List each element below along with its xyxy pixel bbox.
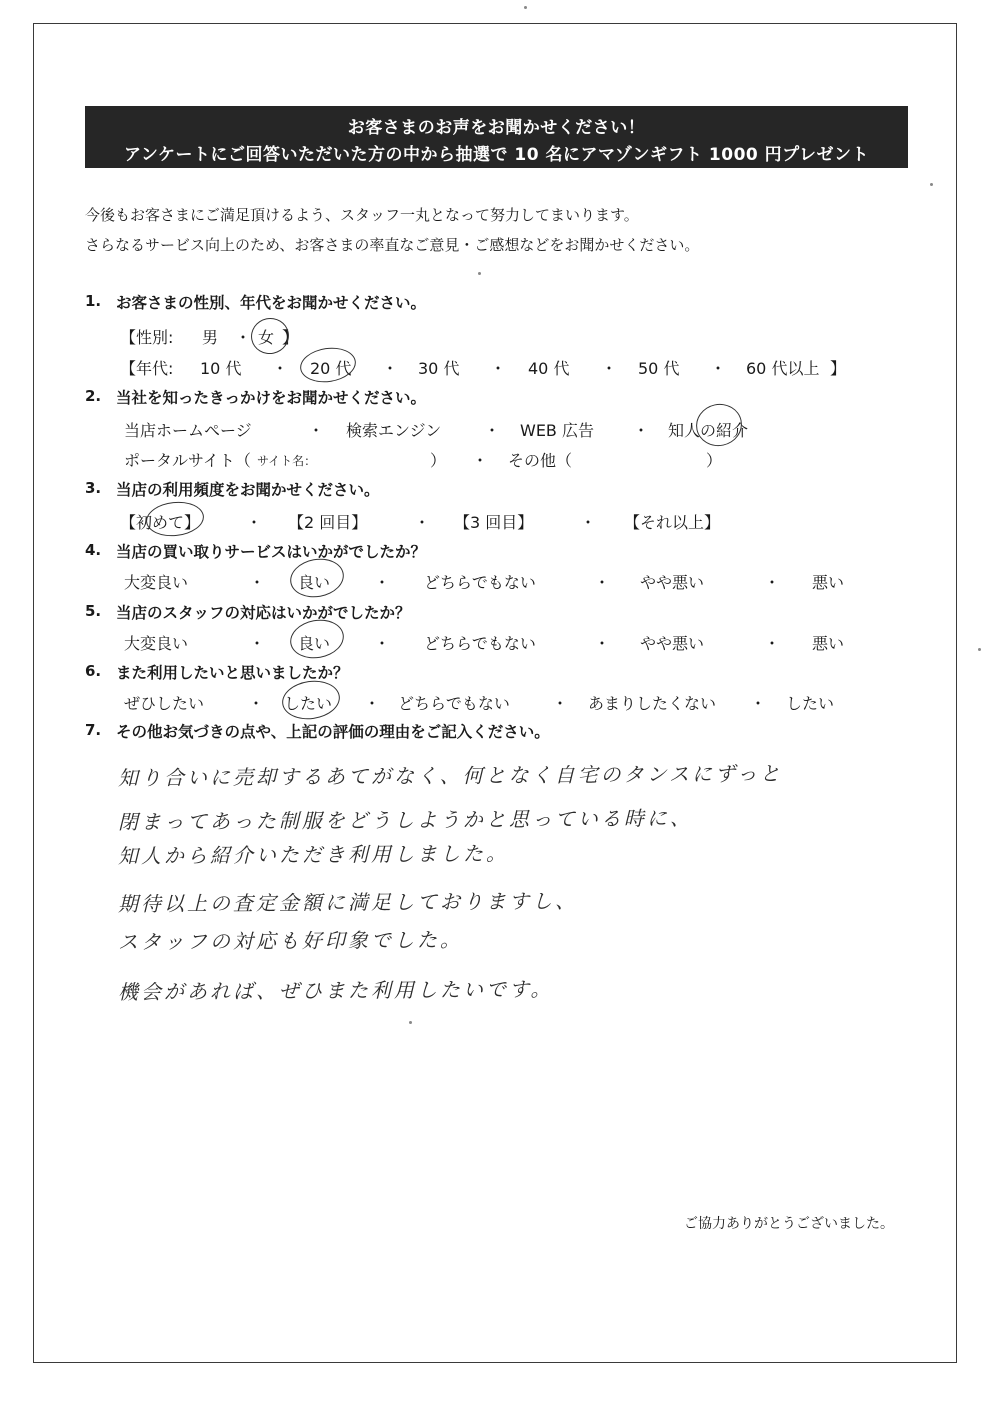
q2-sep: ・ bbox=[308, 421, 325, 440]
q1-gender-close: 】 bbox=[282, 328, 299, 347]
q3-number: 3. bbox=[85, 479, 102, 497]
q1-age-10[interactable]: 10 代 bbox=[200, 359, 242, 378]
q1-gender-male[interactable]: 男 bbox=[202, 328, 219, 347]
q2-sep: ・ bbox=[484, 421, 501, 440]
q2-option-search-engine[interactable]: 検索エンジン bbox=[346, 421, 442, 440]
q1-age-20[interactable]: 20 代 bbox=[310, 359, 352, 378]
banner-title: お客さまのお声をお聞かせください！ bbox=[347, 118, 646, 138]
q3-option-second[interactable]: 【2 回目】 bbox=[288, 513, 368, 532]
handwritten-comment-line: 閉まってあった制服をどうしようかと思っている時に、 bbox=[117, 805, 693, 834]
thank-you-note: ご協力ありがとうございました。 bbox=[684, 1216, 894, 1232]
q2-option-referral[interactable]: 知人の紹介 bbox=[668, 421, 749, 440]
q7-number: 7. bbox=[85, 721, 102, 739]
scan-speck bbox=[409, 1021, 412, 1024]
handwritten-comment-line: 機会があれば、ぜひまた利用したいです。 bbox=[117, 976, 554, 1004]
q5-sep: ・ bbox=[764, 634, 781, 653]
banner-subtitle: アンケートにご回答いただいた方の中から抽選で 10 名にアマゾンギフト 1000 円プレゼント bbox=[124, 145, 869, 165]
q1-question: お客さまの性別、年代をお聞かせください。 bbox=[116, 294, 427, 312]
scan-speck bbox=[478, 272, 481, 275]
q4-option-somewhat-bad[interactable]: やや悪い bbox=[640, 573, 705, 592]
q3-option-more[interactable]: 【それ以上】 bbox=[624, 513, 721, 532]
q4-sep: ・ bbox=[249, 573, 266, 592]
scan-speck bbox=[524, 6, 527, 9]
q4-option-bad[interactable]: 悪い bbox=[812, 573, 845, 592]
q5-question: 当店のスタッフの対応はいかがでしたか？ bbox=[116, 604, 411, 622]
scan-speck bbox=[930, 183, 933, 186]
q6-option-not-really[interactable]: あまりしたくない bbox=[588, 694, 717, 713]
q4-option-very-good[interactable]: 大変良い bbox=[124, 573, 189, 592]
q5-option-bad[interactable]: 悪い bbox=[812, 634, 845, 653]
q4-number: 4. bbox=[85, 541, 102, 559]
q1-sep: ・ bbox=[601, 359, 618, 378]
intro-line-1: 今後もお客さまにご満足頂けるよう、スタッフ一丸となって努力してまいります。 bbox=[85, 206, 639, 224]
q6-sep: ・ bbox=[552, 694, 569, 713]
q2-other-close: ） bbox=[706, 451, 723, 470]
q1-age-30[interactable]: 30 代 bbox=[418, 359, 460, 378]
q1-age-50[interactable]: 50 代 bbox=[638, 359, 680, 378]
q6-sep: ・ bbox=[364, 694, 381, 713]
q2-other-label[interactable]: その他（ bbox=[508, 451, 573, 470]
q2-sep: ・ bbox=[472, 451, 489, 470]
q7-question: その他お気づきの点や、上記の評価の理由をご記入ください。 bbox=[116, 723, 550, 741]
survey-banner bbox=[85, 106, 908, 168]
q2-portal-close: ） bbox=[430, 451, 447, 470]
q3-sep: ・ bbox=[580, 513, 597, 532]
q3-sep: ・ bbox=[414, 513, 431, 532]
q2-sep: ・ bbox=[633, 421, 650, 440]
q6-sep: ・ bbox=[248, 694, 265, 713]
q4-option-neutral[interactable]: どちらでもない bbox=[424, 573, 536, 592]
q6-option-definitely[interactable]: ぜひしたい bbox=[124, 694, 205, 713]
q1-sep: ・ bbox=[235, 328, 252, 347]
q2-question: 当社を知ったきっかけをお聞かせください。 bbox=[116, 389, 427, 407]
q5-option-somewhat-bad[interactable]: やや悪い bbox=[640, 634, 705, 653]
q1-gender-female[interactable]: 女 bbox=[258, 328, 275, 347]
intro-line-2: さらなるサービス向上のため、お客さまの率直なご意見・ご感想などをお聞かせください。 bbox=[85, 236, 700, 254]
q1-age-60plus[interactable]: 60 代以上 bbox=[746, 359, 820, 378]
q1-sep: ・ bbox=[382, 359, 399, 378]
handwritten-comment-line: スタッフの対応も好印象でした。 bbox=[117, 927, 464, 954]
q1-age-close: 】 bbox=[830, 359, 847, 378]
q1-sep: ・ bbox=[272, 359, 289, 378]
q5-number: 5. bbox=[85, 602, 102, 620]
handwritten-comment-line: 知り合いに売却するあてがなく、何となく自宅のタンスにずっと bbox=[117, 761, 783, 790]
q2-portal-site-name-label: サイト名： bbox=[257, 454, 317, 468]
q5-option-very-good[interactable]: 大変良い bbox=[124, 634, 189, 653]
q4-question: 当店の買い取りサービスはいかがでしたか？ bbox=[116, 543, 427, 561]
q5-sep: ・ bbox=[374, 634, 391, 653]
q1-number: 1. bbox=[85, 292, 102, 310]
q2-option-homepage[interactable]: 当店ホームページ bbox=[124, 421, 252, 440]
q1-gender-label: 【性別: bbox=[120, 328, 174, 347]
q6-option-last[interactable]: したい bbox=[786, 694, 835, 713]
handwritten-comment-line: 知人から紹介いただき利用しました。 bbox=[117, 841, 510, 868]
q2-number: 2. bbox=[85, 387, 102, 405]
q4-sep: ・ bbox=[594, 573, 611, 592]
q4-sep: ・ bbox=[764, 573, 781, 592]
q3-option-third[interactable]: 【3 回目】 bbox=[454, 513, 534, 532]
handwritten-comment-line: 期待以上の査定金額に満足しておりますし、 bbox=[117, 888, 579, 916]
q6-option-neutral[interactable]: どちらでもない bbox=[398, 694, 510, 713]
q3-sep: ・ bbox=[246, 513, 263, 532]
q5-option-good[interactable]: 良い bbox=[298, 634, 331, 653]
q5-sep: ・ bbox=[594, 634, 611, 653]
q2-portal-label[interactable]: ポータルサイト（ bbox=[124, 451, 251, 470]
q3-question: 当店の利用頻度をお聞かせください。 bbox=[116, 481, 380, 499]
q5-option-neutral[interactable]: どちらでもない bbox=[424, 634, 536, 653]
q1-sep: ・ bbox=[710, 359, 727, 378]
q3-option-first[interactable]: 【初めて】 bbox=[120, 513, 201, 532]
q1-age-label: 【年代: bbox=[120, 359, 174, 378]
q5-sep: ・ bbox=[249, 634, 266, 653]
q4-sep: ・ bbox=[374, 573, 391, 592]
q6-number: 6. bbox=[85, 662, 102, 680]
q1-sep: ・ bbox=[490, 359, 507, 378]
q6-option-yes[interactable]: したい bbox=[284, 694, 333, 713]
q6-question: また利用したいと思いましたか？ bbox=[116, 664, 349, 682]
q6-sep: ・ bbox=[750, 694, 767, 713]
q4-option-good[interactable]: 良い bbox=[298, 573, 331, 592]
scan-speck bbox=[978, 648, 981, 651]
q1-age-40[interactable]: 40 代 bbox=[528, 359, 570, 378]
q2-option-web-ad[interactable]: WEB 広告 bbox=[520, 421, 594, 440]
